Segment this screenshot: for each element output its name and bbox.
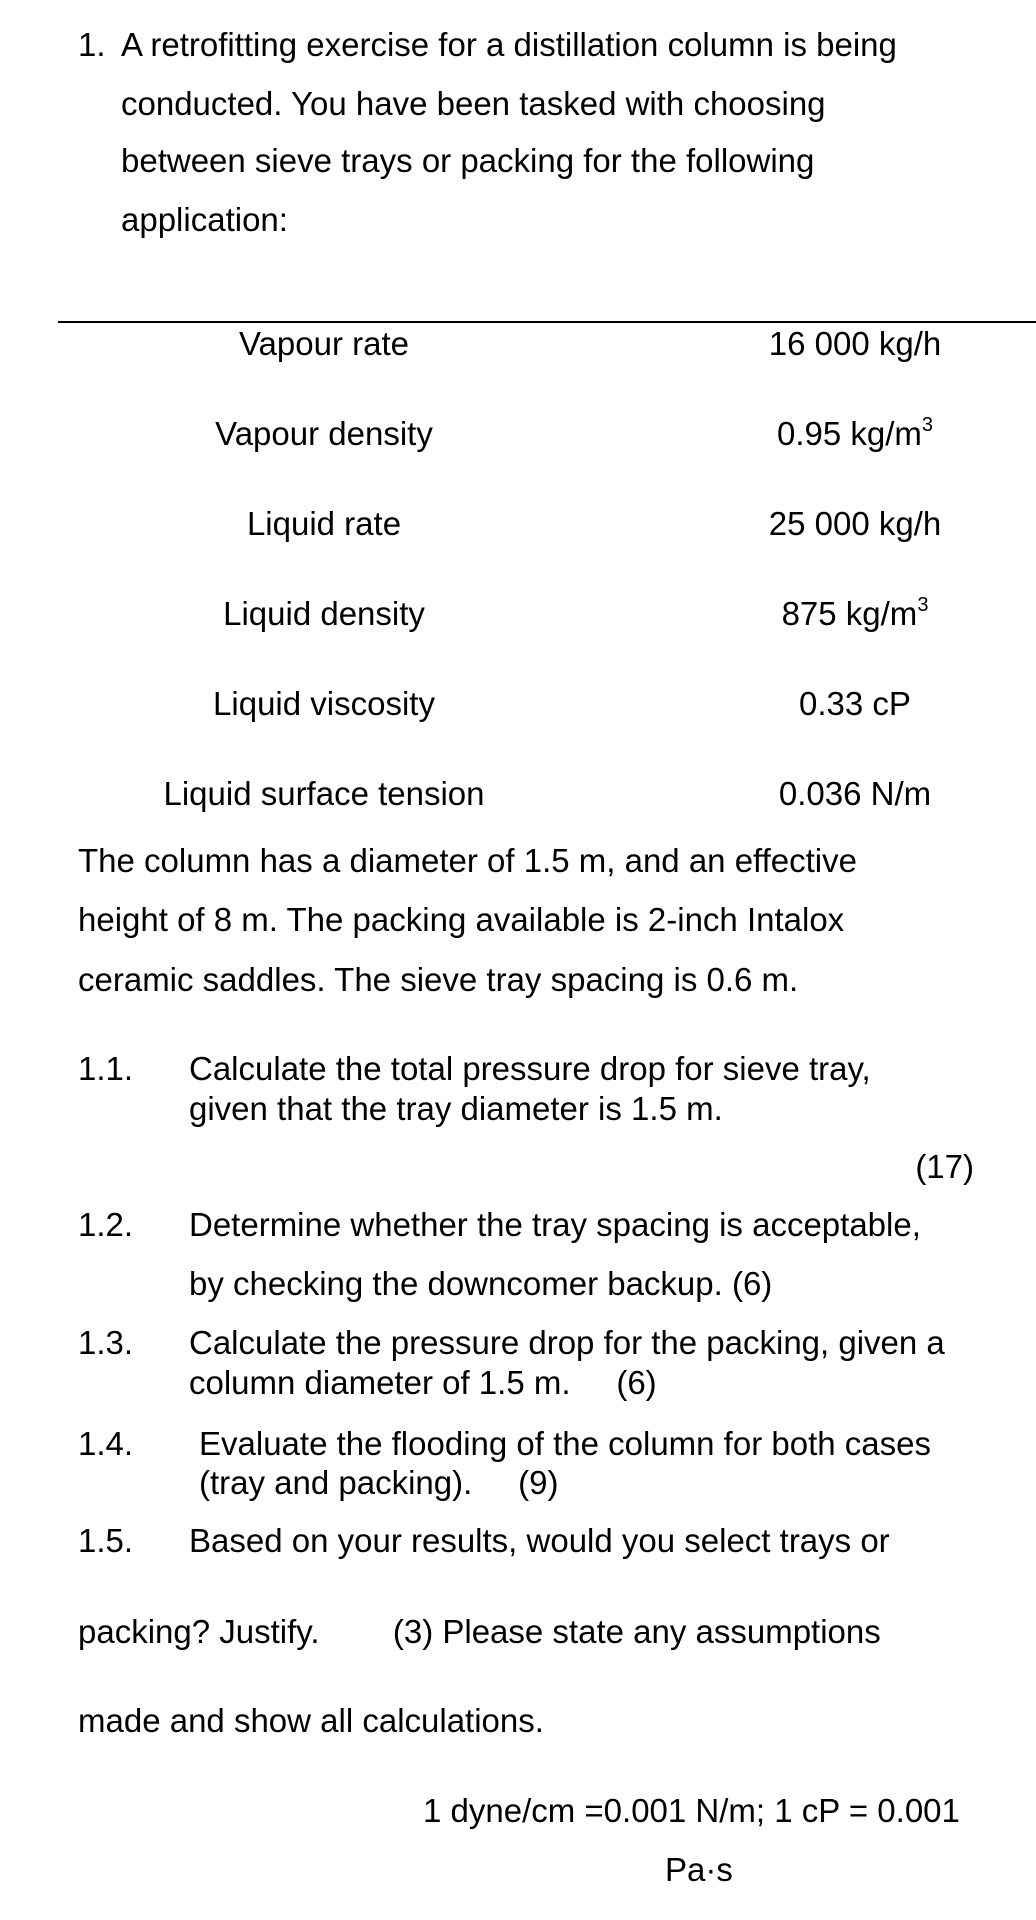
table-row-label: Vapour density bbox=[215, 415, 433, 452]
subquestion-text: given that the tray diameter is 1.5 m. bbox=[189, 1090, 723, 1127]
conversion-note-line-2: Pa·s bbox=[665, 1851, 733, 1888]
table-row-value: 16 000 kg/h bbox=[768, 325, 942, 362]
conversion-note-line-1: 1 dyne/cm =0.001 N/m; 1 cP = 0.001 bbox=[423, 1792, 960, 1829]
intro-line-3: between sieve trays or packing for the following bbox=[121, 142, 815, 179]
subquestion-text: Determine whether the tray spacing is acceptable, bbox=[189, 1206, 921, 1243]
subquestion-text: Based on your results, would you select trays or bbox=[189, 1522, 890, 1559]
table-row-label: Liquid surface tension bbox=[163, 775, 485, 812]
table-row-label: Liquid viscosity bbox=[213, 685, 435, 722]
table-row-label: Vapour rate bbox=[239, 325, 409, 362]
description-line-1: The column has a diameter of 1.5 m, and an effective bbox=[78, 842, 857, 879]
intro-line-4: application: bbox=[121, 201, 288, 238]
subquestion-number: 1.3. bbox=[78, 1324, 134, 1361]
description-line-3: ceramic saddles. The sieve tray spacing is 0.6 m. bbox=[78, 961, 799, 998]
subquestion-number: 1.5. bbox=[78, 1522, 134, 1559]
subquestion-text: column diameter of 1.5 m. (6) bbox=[189, 1364, 657, 1401]
subquestion-text: Calculate the pressure drop for the packing, given a bbox=[189, 1324, 945, 1361]
subquestion-number: 1.1. bbox=[78, 1050, 134, 1087]
table-row-value: 25 000 kg/h bbox=[768, 505, 942, 542]
table-top-rule bbox=[58, 321, 1036, 323]
subquestion-text: packing? Justify. (3) Please state any assumptions bbox=[78, 1613, 881, 1650]
subquestion-number: 1.4. bbox=[78, 1425, 134, 1462]
table-row-label: Liquid density bbox=[223, 595, 425, 632]
table-row-value: 0.95 $kg/m^3$ bbox=[776, 414, 934, 452]
table-row-value: 0.33 cP bbox=[799, 685, 911, 722]
subquestion-number: 1.2. bbox=[78, 1206, 134, 1243]
subquestion-text: Calculate the total pressure drop for sieve tray, bbox=[189, 1050, 871, 1087]
question-number: 1. bbox=[78, 26, 106, 63]
subquestion-text: made and show all calculations. bbox=[78, 1702, 544, 1739]
intro-line-1: A retrofitting exercise for a distillation column is being bbox=[121, 26, 897, 63]
table-row-value: 0.036 N/m bbox=[778, 775, 932, 812]
description-line-2: height of 8 m. The packing available is 2-inch Intalox bbox=[78, 901, 845, 938]
table-row-value: 875 $kg/m^3$ bbox=[781, 594, 929, 632]
intro-line-2: conducted. You have been tasked with choosing bbox=[121, 85, 826, 122]
subquestion-text: (tray and packing). (9) bbox=[199, 1464, 559, 1501]
subquestion-text: by checking the downcomer backup. (6) bbox=[189, 1265, 773, 1302]
subquestion-text: Evaluate the flooding of the column for both cases bbox=[199, 1425, 931, 1462]
marks-label: (17) bbox=[915, 1148, 974, 1185]
table-row-label: Liquid rate bbox=[246, 505, 402, 542]
